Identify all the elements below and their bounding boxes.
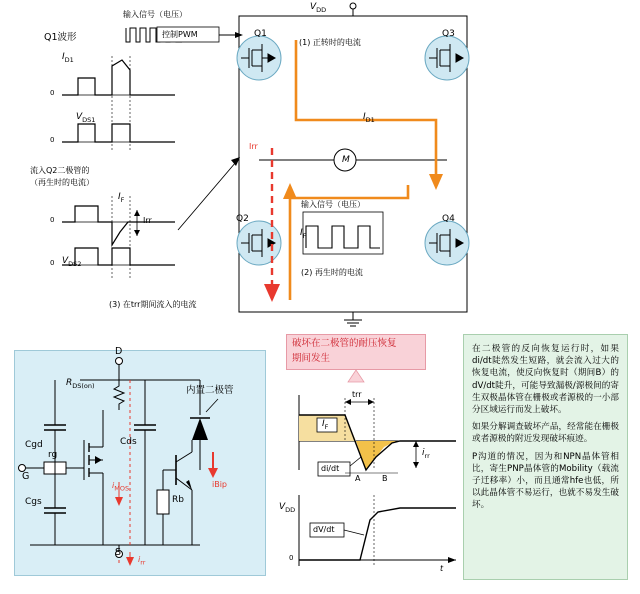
bridge-note-1: (1) 正转时的电流 [299,38,361,47]
dvdt-label: dV/dt [313,525,335,534]
marker-b: B [382,474,388,483]
q3-label: Q3 [442,29,455,39]
trr-label: trr [352,390,362,399]
marker-a: A [355,474,361,483]
rb-label: Rb [172,495,184,505]
gate-terminal-label: G [22,471,30,482]
trace-zero-id1: 0 [50,89,55,97]
rds-on-label: $R_{DS(on)}$ [66,378,95,390]
waveform-irr-label: Irr [143,216,152,225]
note-3-trr: (3) 在trr期间流入的电流 [109,300,197,309]
explanation-paragraph-1: 在二极管的反向恢复运行时，如果di/dt陡然发生短路，就会流入过大的恢复电流，使反向恢复时（期间B）的dV/dt陡升，可能导致漏极/源极间的寄生双极晶体管在栅极或者源极的一小部分区域运行而发上破坏。 [472,344,619,416]
explanation-paragraph-3: P沟道的情况，因为和NPN晶体管相比，寄生PNP晶体管的Mobility（载流子迁移率）小，而且通常hfe也低，所以此晶体管不易运行，也就不易发生破坏。 [472,451,619,511]
ibip-label: iBip [212,480,228,489]
explanation-paragraph-2: 如果分解调查破坏产品，经常能在栅极或者源极的附近发现破坏痕迹。 [472,422,619,445]
trace-label-if: $I_F$ [118,192,125,204]
motor-label: M [342,155,350,165]
input-signal-label-top: 输入信号（电压） [123,10,187,19]
bridge-note-2: (2) 再生时的电流 [301,268,363,277]
trace-zero-vds2: 0 [50,259,55,267]
drain-terminal-label: D [115,346,123,357]
cgs-label: Cgs [25,497,42,507]
failure-headline-line2: 期间发生 [292,353,331,364]
bridge-irr-label: Irr [249,142,258,151]
bridge-if-label: $I_F$ [300,228,307,240]
rg-label: rg [48,450,58,460]
vdd-label: $V_{DD}$ [310,2,327,14]
q4-label: Q4 [442,214,455,224]
trace-zero-if: 0 [50,216,55,224]
explanation-panel [463,334,628,580]
q1-label: Q1 [254,29,267,39]
trace-zero-vds1: 0 [50,136,55,144]
irr-current-label: $i_{rr}$ [138,555,146,567]
imos-label: $i_{MOS}$ [112,481,130,493]
time-axis-label: t [440,564,444,573]
trace-label-vds1: $V_{DS1}$ [76,112,96,124]
didt-label: di/dt [321,464,340,473]
trace-label-id1: $I_{D1}$ [62,52,74,64]
bridge-id1-label: $I_{D1}$ [363,112,375,124]
cds-label: Cds [120,437,137,447]
q1-waveform-title: Q1波形 [44,32,77,43]
chart-vdd-label: $V_{DD}$ [279,502,296,514]
q2-label: Q2 [236,214,249,224]
cgd-label: Cgd [25,440,43,450]
q2-diode-note-2: （再生时的电流） [30,178,94,187]
body-diode-label: 内置二极管 [186,385,234,396]
chart-zero-label: 0 [289,554,294,562]
bridge-input-signal-label: 输入信号（电压） [301,200,365,209]
source-terminal-label: S [115,547,122,558]
trace-label-vds2: $V_{DS2}$ [62,256,82,268]
chart-irr-label: $i_{rr}$ [422,448,430,460]
chart-if-label: $I_F$ [322,419,329,431]
pwm-control-label: 控制PWM [162,30,198,39]
failure-headline-line1: 破坏在二极管的耐压恢复 [292,338,397,349]
q2-diode-note-1: 流入Q2二极管的 [30,166,90,175]
